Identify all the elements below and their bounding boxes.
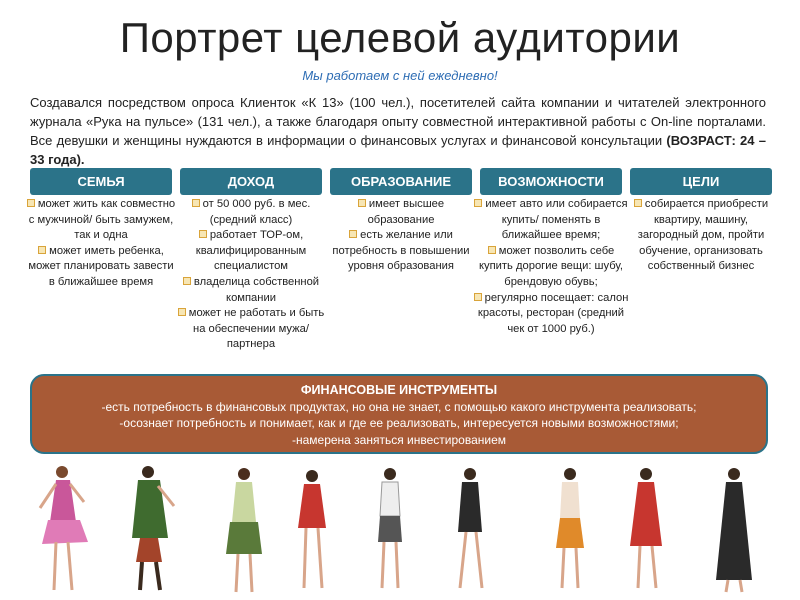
list-item: имеет авто или собирается купить/ поменять в ближайшее время; [472,197,630,244]
financial-line: -есть потребность в финансовых продуктах, но она не знает, с помощью какого инструмента реализовать; [101,399,697,414]
column-education [326,197,476,275]
page-subtitle: Мы работаем с ней ежедневно! [302,68,498,83]
checkbox-bullet-icon [27,199,35,207]
fashion-figure-illustration [700,462,770,598]
checkbox-bullet-icon [634,199,642,207]
list-item: есть желание или потребность в повышении уровня образования [332,229,470,273]
fashion-figure-illustration [26,462,96,598]
fashion-figure-illustration [616,462,676,598]
fashion-figure-illustration [440,462,500,598]
checkbox-bullet-icon [192,199,200,207]
financial-instruments-panel [30,374,768,454]
list-item: может не работать и быть на обеспечении мужа/партнера [174,306,328,353]
column-header-opportunities: ВОЗМОЖНОСТИ [480,168,622,195]
financial-instruments-title: ФИНАНСОВЫЕ ИНСТРУМЕНТЫ [300,383,498,397]
fashion-figures-row [20,462,780,598]
intro-age-range: (ВОЗРАСТ: 24 – 33 года). [30,133,766,167]
financial-line: -осознает потребность и понимает, как и где ее реализовать, интересуется новыми возможностями; [119,416,679,430]
checkbox-bullet-icon [178,308,186,316]
list-item: может позволить себе купить дорогие вещи: шубу, брендовую обувь; [479,244,623,288]
financial-line: -намерена заняться инвестированием [291,432,507,447]
checkbox-bullet-icon [38,246,46,254]
page-title: Портрет целевой аудитории [119,14,681,61]
list-item: может жить как совместно с мужчиной/ быть замужем, так и одна [28,198,176,242]
fashion-figure-illustration [114,462,184,598]
checkbox-bullet-icon [349,230,357,238]
intro-paragraph [30,93,766,169]
column-header-education: ОБРАЗОВАНИЕ [330,168,472,195]
column-goals [628,197,774,275]
column-family [26,197,176,291]
list-item: работает ТОР-ом, квалифицированным специалистом [195,229,307,273]
checkbox-bullet-icon [199,230,207,238]
list-item: может иметь ребенка, может планировать завести в ближайшее время [28,244,174,288]
column-header-family: СЕМЬЯ [30,168,172,195]
fashion-figure-illustration [540,462,600,598]
checkbox-bullet-icon [488,246,496,254]
intro-text: Создавался посредством опроса Клиенток «К 13» (100 чел.), посетителей сайта компании и читателей электронного журнала «Рука на пульсе» (131 чел.), а также благодаря опыту совместной интерактивной работы с On-line порталами. Все девушки и женщины нуждаются в информации о финансовых услугах и финансовой консультации [30,95,766,148]
checkbox-bullet-icon [474,293,482,301]
checkbox-bullet-icon [474,199,482,207]
column-header-goals: ЦЕЛИ [630,168,772,195]
list-item: владелица собственной компании [174,275,328,306]
column-income [174,197,328,353]
column-header-income: ДОХОД [180,168,322,195]
checkbox-bullet-icon [358,199,366,207]
list-item: регулярно посещает: салон красоты, ресторан (средний чек от 1000 руб.) [472,291,630,338]
fashion-figure-illustration [360,462,420,598]
list-item: собирается приобрести квартиру, машину, загородный дом, пройти обучение, организовать собственный бизнес [628,197,774,275]
list-item: имеет высшее образование [326,197,476,228]
column-opportunities [472,197,630,337]
list-item: от 50 000 руб. в мес. (средний класс) [174,197,328,228]
fashion-figure-illustration [282,462,342,598]
fashion-figure-illustration [208,462,278,598]
checkbox-bullet-icon [183,277,191,285]
